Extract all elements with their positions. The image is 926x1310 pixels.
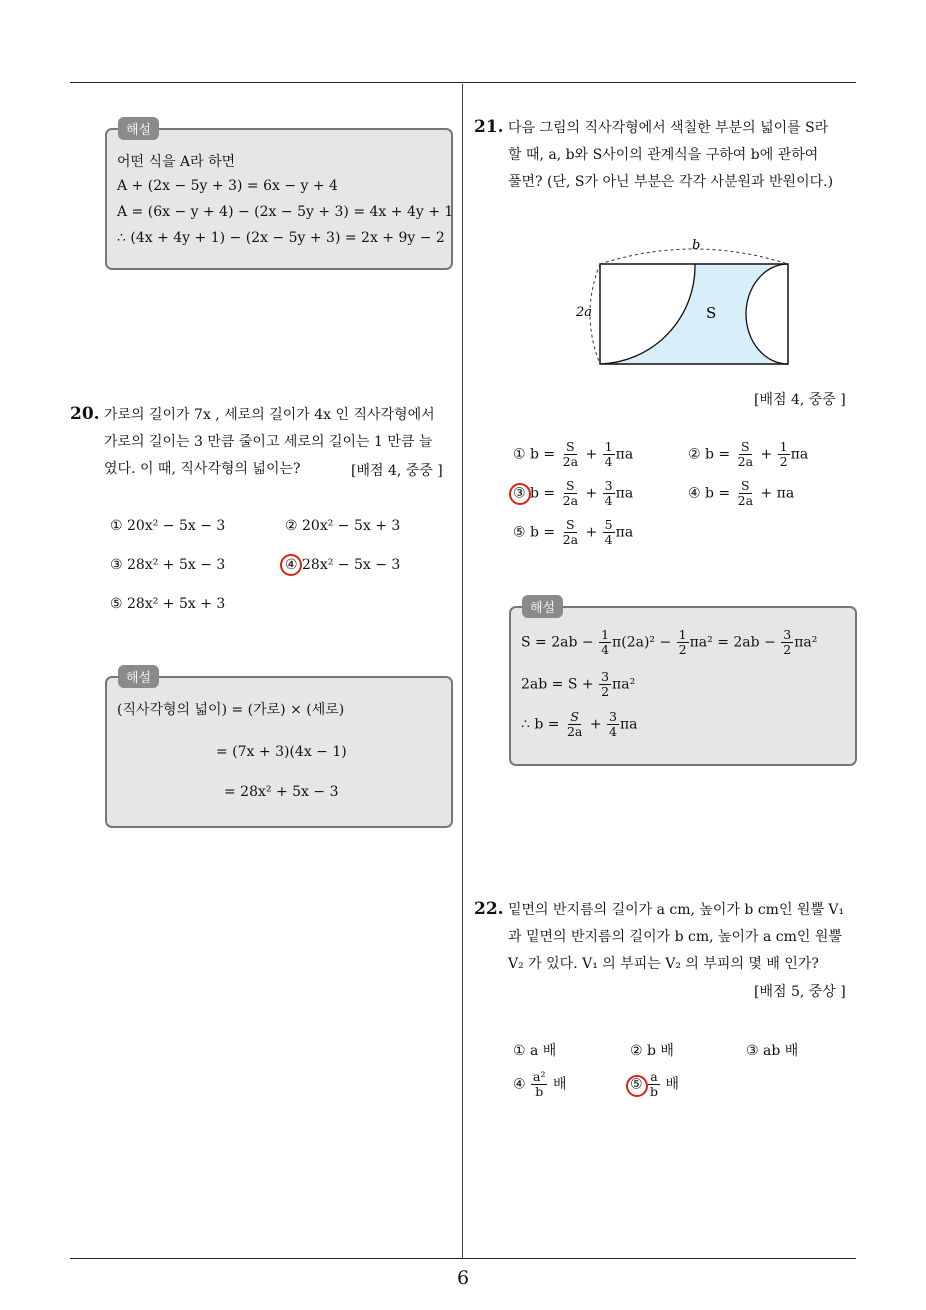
page-number: 6 [456, 1267, 470, 1289]
q21-solution-line-1: S = 2ab − $\frac{1}{4}$ π(2a)² − $\frac{1}{2}$ πa² = 2ab − $\frac{3}{2}$ πa² [521, 627, 818, 657]
q20-text: 가로의 길이가 7x , 세로의 길이가 4x 인 직사각형에서 가로의 길이는 3 만큼 줄이고 세로의 길이는 1 만큼 늘 였다. 이 때, 직사각형의 넓이는? [104, 407, 435, 477]
q20-option-4[interactable]: ④ 28x² − 5x − 3 [285, 557, 401, 573]
q21-figure [570, 236, 810, 370]
q21-solution-tag: 해설 [522, 595, 563, 618]
bottom-rule [70, 1258, 856, 1259]
q20-answer-circle [280, 554, 302, 576]
q20-option-1[interactable]: ① 20x² − 5x − 3 [110, 518, 226, 534]
q20-number: 20. [70, 404, 100, 424]
q22-option-4[interactable]: ④ $\frac{\text{a²}}{b}$ 배 [513, 1069, 567, 1099]
q21-option-2[interactable]: ② b = $\frac{S}{2a}$ + $\frac{1}{2}$ πa [688, 439, 809, 469]
q21-solution-line-3: ∴ b = $\frac{S}{2a}$ + $\frac{3}{4}$ πa [521, 709, 638, 739]
q21-score: [배점 4, 중중 ] [754, 392, 846, 408]
q21-text: 다음 그림의 직사각형에서 색칠한 부분의 넓이를 S라 할 때, a, b와 S사이의 관계식을 구하여 b에 관하여 풀면? (단, S가 아닌 부분은 각각 사분원과 반원이다.) [508, 120, 834, 190]
q22-option-1[interactable]: ① a 배 [513, 1043, 557, 1059]
q21-option-4[interactable]: ④ b = $\frac{S}{2a}$ + πa [688, 478, 795, 508]
q19-solution-line: ∴ (4x + 4y + 1) − (2x − 5y + 3) = 2x + 9y − 2 [117, 230, 445, 246]
top-rule [70, 82, 856, 83]
q21-number: 21. [474, 117, 504, 137]
q22-option-5[interactable]: ⑤ $\frac{a}{b}$ 배 [630, 1069, 680, 1099]
q20-option-5[interactable]: ⑤ 28x² + 5x + 3 [110, 596, 226, 612]
q21-label-s: S [706, 304, 717, 322]
column-divider [462, 84, 463, 1258]
q19-solution-line: A = (6x − y + 4) − (2x − 5y + 3) = 4x + 4y + 1 [117, 204, 454, 220]
q19-solution-line: A + (2x − 5y + 3) = 6x − y + 4 [117, 178, 338, 194]
q22-number: 22. [474, 899, 504, 919]
q22-option-3[interactable]: ③ ab 배 [746, 1043, 799, 1059]
q21-option-3[interactable]: ③ b = $\frac{S}{2a}$ + $\frac{3}{4}$ πa [513, 478, 634, 508]
q20-solution-tag: 해설 [118, 665, 159, 688]
q21-option-1[interactable]: ① b = $\frac{S}{2a}$ + $\frac{1}{4}$ πa [513, 439, 634, 469]
q20-solution-line: = (7x + 3)(4x − 1) [216, 744, 347, 760]
q22-answer-circle [626, 1075, 648, 1097]
q22-score: [배점 5, 중상 ] [754, 984, 846, 1000]
q22-option-2[interactable]: ② b 배 [630, 1043, 674, 1059]
q22-text: 밑면의 반지름의 길이가 a cm, 높이가 b cm인 원뿔 V₁ 과 밑면의 반지름의 길이가 b cm, 높이가 a cm인 원뿔 V₂ 가 있다. V₁ 의 부피는 V₂ 의 부피의 몇 배 인가? [508, 902, 845, 972]
q20-solution-line: = 28x² + 5x − 3 [224, 784, 339, 800]
q21-option-5[interactable]: ⑤ b = $\frac{S}{2a}$ + $\frac{5}{4}$ πa [513, 517, 634, 547]
q19-solution-line: 어떤 식을 A라 하면 [117, 154, 236, 170]
q20-option-3[interactable]: ③ 28x² + 5x − 3 [110, 557, 226, 573]
q19-solution-tag: 해설 [118, 117, 159, 140]
q20-option-2[interactable]: ② 20x² − 5x + 3 [285, 518, 401, 534]
q21-answer-circle [509, 483, 531, 505]
q19-solution-box [105, 128, 453, 270]
q20-score: [배점 4, 중중 ] [351, 463, 443, 479]
q21-label-b: b [692, 238, 701, 253]
q21-label-2a: 2a [576, 305, 593, 320]
q21-solution-line-2: 2ab = S + $\frac{3}{2}$ πa² [521, 669, 636, 699]
q20-solution-line: (직사각형의 넓이) = (가로) × (세로) [117, 702, 345, 718]
